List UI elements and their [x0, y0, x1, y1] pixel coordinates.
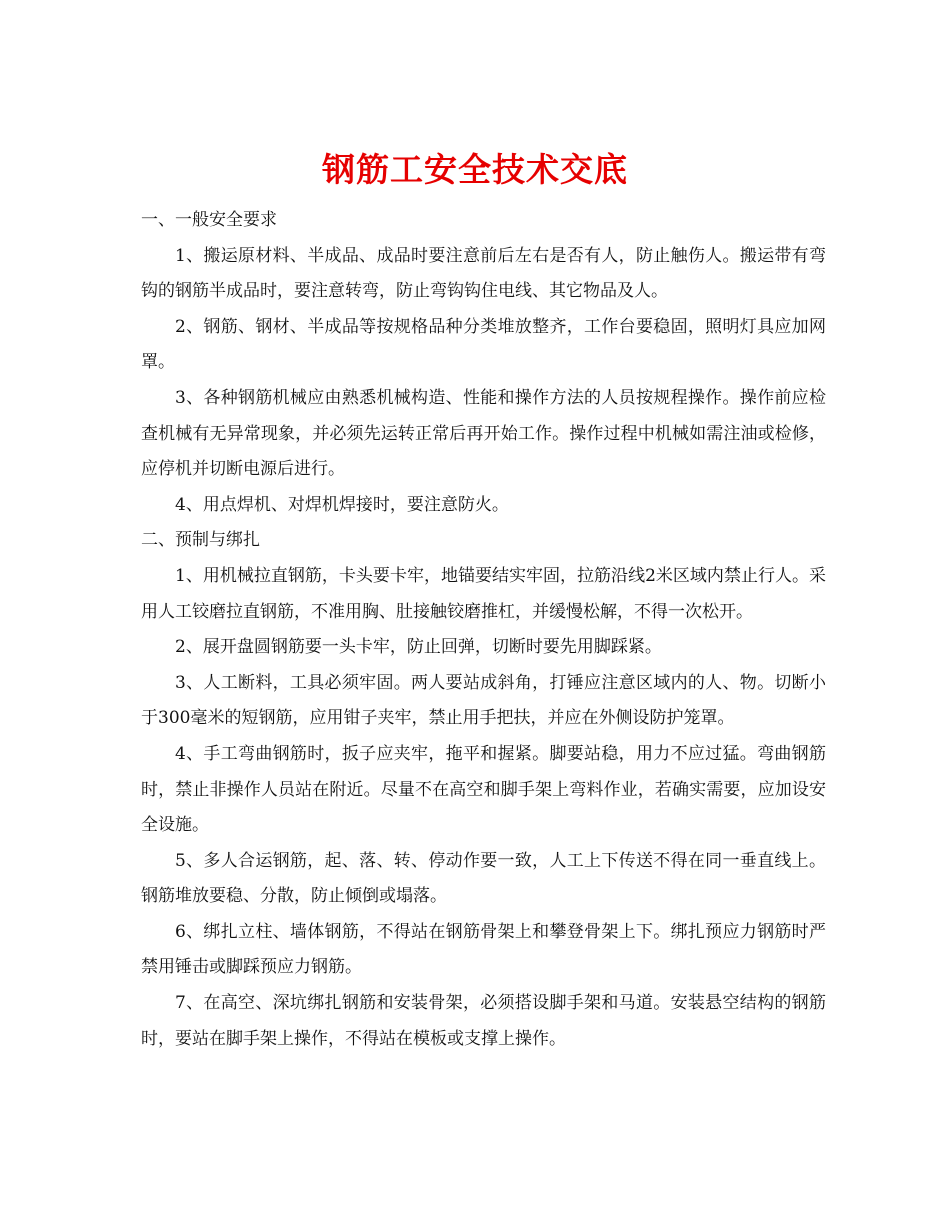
paragraph: 7、在高空、深坑绑扎钢筋和安装骨架，必须搭设脚手架和马道。安装悬空结构的钢筋时，要站在脚手架上操作，不得站在模板或支撑上操作。	[141, 993, 826, 1049]
paragraph: 3、各种钢筋机械应由熟悉机械构造、性能和操作方法的人员按规程操作。操作前应检查机械有无异常现象，并必须先运转正常后再开始工作。操作过程中机械如需注油或检修，应停机并切断电源后进行。	[141, 387, 826, 480]
paragraph: 4、手工弯曲钢筋时，扳子应夹牢，拖平和握紧。脚要站稳，用力不应过猛。弯曲钢筋时，禁止非操作人员站在附近。尽量不在高空和脚手架上弯料作业，若确实需要，应加设安全设施。	[141, 743, 826, 836]
section-prefab-binding	[141, 523, 826, 1057]
paragraph: 3、人工断料，工具必须牢固。两人要站成斜角，打锤应注意区域内的人、物。切断小于300毫米的短钢筋，应用钳子夹牢，禁止用手把扶，并应在外侧设防护笼罩。	[141, 672, 826, 729]
paragraph: 4、用点焊机、对焊机焊接时，要注意防火。	[175, 494, 509, 515]
paragraph: 1、用机械拉直钢筋，卡头要卡牢，地锚要结实牢固，拉筋沿线2米区域内禁止行人。采用人工铰磨拉直钢筋，不准用胸、肚接触铰磨推杠，并缓慢松解，不得一次松开。	[141, 565, 826, 622]
paragraph: 2、钢筋、钢材、半成品等按规格品种分类堆放整齐，工作台要稳固，照明灯具应加网罩。	[141, 316, 826, 373]
section-heading: 二、预制与绑扎	[141, 530, 260, 551]
document-title: 钢筋工安全技术交底	[322, 150, 628, 190]
paragraph: 2、展开盘圆钢筋要一头卡牢，防止回弹，切断时要先用脚踩紧。	[175, 637, 662, 658]
paragraph: 1、搬运原材料、半成品、成品时要注意前后左右是否有人，防止触伤人。搬运带有弯钩的钢筋半成品时，要注意转弯，防止弯钩钩住电线、其它物品及人。	[141, 245, 826, 302]
paragraph: 5、多人合运钢筋，起、落、转、停动作要一致，人工上下传送不得在同一垂直线上。钢筋堆放要稳、分散，防止倾倒或塌落。	[141, 850, 826, 907]
paragraph: 6、绑扎立柱、墙体钢筋，不得站在钢筋骨架上和攀登骨架上下。绑扎预应力钢筋时严禁用锤击或脚踩预应力钢筋。	[141, 921, 826, 978]
section-heading: 一、一般安全要求	[141, 210, 277, 230]
section-general-safety	[141, 203, 826, 523]
document-body	[141, 203, 826, 1057]
